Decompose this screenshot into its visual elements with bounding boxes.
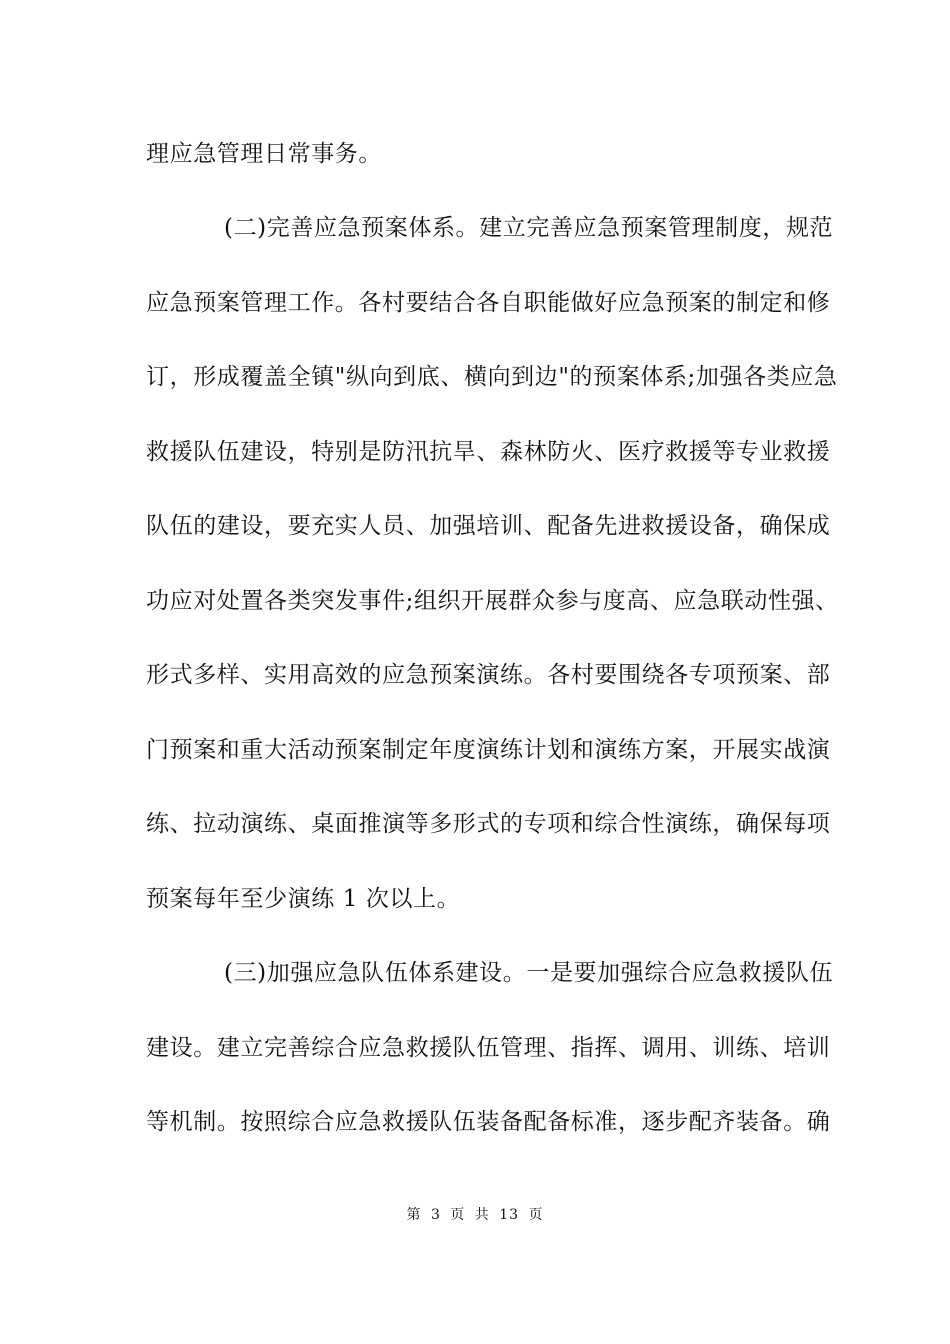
text-line-12: (三)加强应急队伍体系建设。一是要加强综合应急救援队伍 [224, 960, 834, 986]
text-line-14: 等机制。按照综合应急救援队伍装备配备标准，逐步配齐装备。确 [146, 1109, 831, 1135]
text-line-13: 建设。建立完善综合应急救援队伍管理、指挥、调用、训练、培训 [146, 1035, 831, 1061]
text-line-4: 订，形成覆盖全镇"纵向到底、横向到边"的预案体系;加强各类应急 [146, 364, 838, 390]
text-line-1: 理应急管理日常事务。 [146, 141, 382, 167]
text-line-7: 功应对处置各类突发事件;组织开展群众参与度高、应急联动性强、 [146, 588, 839, 614]
text-line-11: 预案每年至少演练 1 次以上。 [146, 886, 461, 912]
text-line-9: 门预案和重大活动预案制定年度演练计划和演练方案，开展实战演 [146, 737, 831, 763]
page-number-footer: 第 3 页 共 13 页 [406, 1207, 544, 1223]
text-line-5: 救援队伍建设，特别是防汛抗旱、森林防火、医疗救援等专业救援 [146, 439, 831, 465]
text-line-10: 练、拉动演练、桌面推演等多形式的专项和综合性演练，确保每项 [146, 811, 831, 837]
text-line-2: (二)完善应急预案体系。建立完善应急预案管理制度，规范 [224, 215, 834, 241]
text-line-6: 队伍的建设，要充实人员、加强培训、配备先进救援设备，确保成 [146, 513, 831, 539]
text-line-8: 形式多样、实用高效的应急预案演练。各村要围绕各专项预案、部 [146, 662, 831, 688]
text-line-3: 应急预案管理工作。各村要结合各自职能做好应急预案的制定和修 [146, 290, 831, 316]
